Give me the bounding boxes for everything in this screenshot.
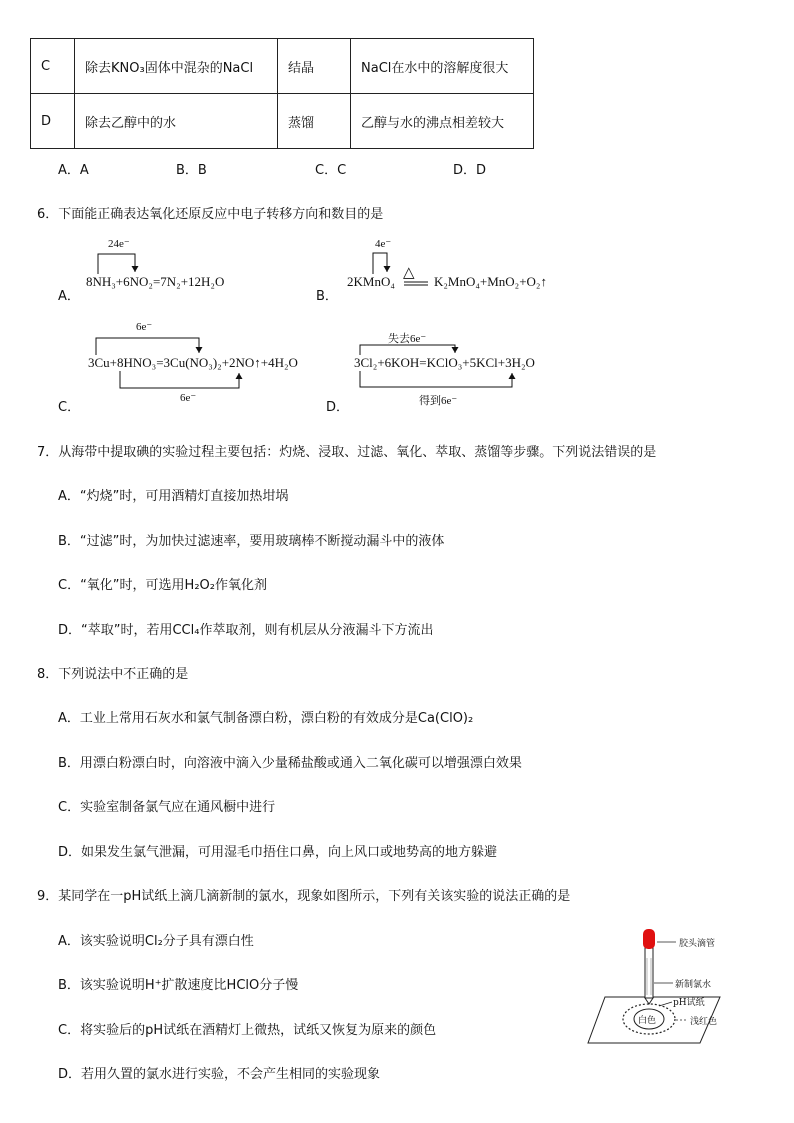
option-a[interactable]: A．该实验说明Cl₂分子具有漂白性: [58, 934, 254, 949]
equation-d: 3Cl₂+6KOH=KClO₃+5KCl+3H₂O: [354, 355, 535, 370]
table-cell-purpose: 除去乙醇中的水: [75, 94, 278, 149]
chlorine-water-label: 新制氯水: [675, 980, 712, 990]
option-b[interactable]: B．该实验说明H⁺扩散速度比HClO分子慢: [58, 978, 299, 993]
option-b[interactable]: B．“过滤”时，为加快过滤速率，要用玻璃棒不断搅动漏斗中的液体: [58, 534, 445, 549]
option-a[interactable]: A．“灼烧”时，可用酒精灯直接加热坩埚: [58, 489, 289, 504]
electron-transfer-label: 6e⁻: [136, 321, 153, 333]
electron-transfer-label: 失去6e⁻: [388, 333, 427, 345]
question-6-stem: 6．下面能正确表达氧化还原反应中电子转移方向和数目的是: [37, 207, 384, 222]
heat-condition: △: [403, 265, 415, 281]
question-7-stem: 7．从海带中提取碘的实验过程主要包括：灼烧、浸取、过滤、氧化、萃取、蒸馏等步骤。下列说法错误的是: [37, 445, 657, 460]
option-a[interactable]: A．工业上常用石灰水和氯气制备漂白粉，漂白粉的有效成分是Ca(ClO)₂: [58, 711, 474, 726]
question-9-stem: 9．某同学在一pH试纸上滴几滴新制的氯水，现象如图所示，下列有关该实验的说法正确的是: [37, 889, 571, 904]
option-b-label[interactable]: B．: [316, 289, 338, 304]
option-b[interactable]: B．用漂白粉漂白时，向溶液中滴入少量稀盐酸或通入二氧化碳可以增强漂白效果: [58, 756, 522, 771]
table-cell-method: 结晶: [278, 39, 351, 94]
electron-transfer-label: 得到6e⁻: [419, 395, 458, 407]
option-c[interactable]: C．实验室制备氯气应在通风橱中进行: [58, 800, 276, 815]
option-c-label[interactable]: C．: [58, 400, 81, 415]
question-8-stem: 8．下列说法中不正确的是: [37, 667, 189, 682]
electron-transfer-label: 24e⁻: [108, 238, 130, 250]
table-cell-principle: 乙醇与水的沸点相差较大: [351, 94, 534, 149]
option-c[interactable]: C．“氧化”时，可选用H₂O₂作氧化剂: [58, 578, 267, 593]
option-d-label[interactable]: D．: [326, 400, 350, 415]
choice-a[interactable]: A．A: [58, 163, 89, 178]
choice-d[interactable]: D．D: [453, 163, 487, 178]
option-d[interactable]: D．如果发生氯气泄漏，可用湿毛巾捂住口鼻，向上风口或地势高的地方躲避: [58, 845, 498, 860]
electron-transfer-label: 6e⁻: [180, 392, 197, 404]
option-c[interactable]: C．将实验后的pH试纸在酒精灯上微热，试纸又恢复为原来的颜色: [58, 1023, 437, 1038]
white-region-label: 白色: [638, 1016, 657, 1026]
option-a-label[interactable]: A．: [58, 289, 80, 304]
table-cell-label: C: [31, 39, 75, 94]
light-red-label: 浅红色: [690, 1017, 718, 1027]
option-d[interactable]: D．“萃取”时，若用CCl₄作萃取剂，则有机层从分液漏斗下方流出: [58, 623, 434, 638]
electron-transfer-label: 4e⁻: [375, 238, 392, 250]
table-cell-principle: NaCl在水中的溶解度很大: [351, 39, 534, 94]
choice-c[interactable]: C．C: [315, 163, 347, 178]
table-cell-method: 蒸馏: [278, 94, 351, 149]
option-d[interactable]: D．若用久置的氯水进行实验，不会产生相同的实验现象: [58, 1067, 381, 1082]
equation-a: 8NH₃+6NO₂=7N₂+12H₂O: [86, 274, 225, 289]
table-cell-label: D: [31, 94, 75, 149]
table-cell-purpose: 除去KNO₃固体中混杂的NaCl: [75, 39, 278, 94]
ph-paper-label: pH试纸: [673, 998, 705, 1008]
equation-b-left: 2KMnO₄: [347, 274, 395, 289]
choice-b[interactable]: B．B: [176, 163, 207, 178]
equation-b-right: K₂MnO₄+MnO₂+O₂↑: [434, 274, 547, 289]
dropper-label: 胶头滴管: [679, 939, 716, 949]
equation-c: 3Cu+8HNO₃=3Cu(NO₃)₂+2NO↑+4H₂O: [88, 355, 298, 370]
dropper-bulb: [643, 929, 655, 949]
